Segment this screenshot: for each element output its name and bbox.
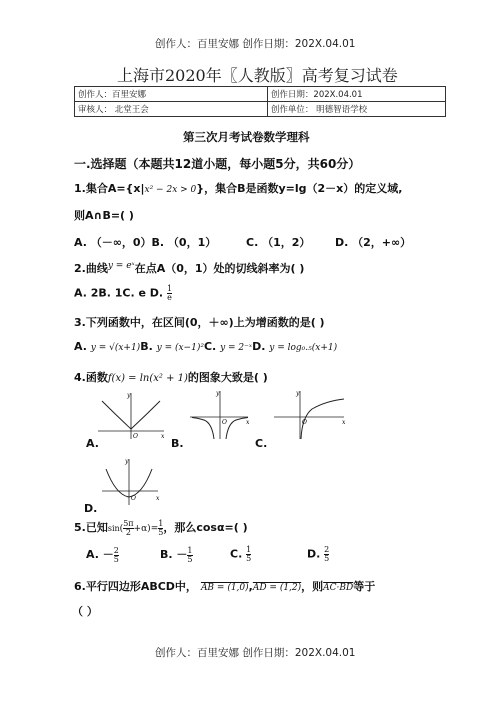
q4-a-x-label: x: [161, 433, 165, 440]
document-title: 上海市2020年〖人教版〗高考复习试卷: [117, 66, 398, 85]
q5-option-d: [307, 546, 329, 563]
q6-comma: ,: [248, 580, 253, 593]
question-1-line2: 则A∩B=( ): [74, 209, 134, 222]
exam-subtitle: 第三次月考试卷数学理科: [183, 130, 310, 144]
q5-d-den: 5: [324, 554, 330, 563]
q5-a-fraction: [114, 547, 119, 564]
q5-rhs-den: 5: [158, 527, 164, 537]
q5-option-b: [160, 546, 193, 564]
q3-a-expr: y = √(x+1): [90, 343, 141, 353]
organization-cell: 创作单位： 明德智语学校: [267, 102, 445, 117]
q4-a-y-label: y: [127, 392, 131, 399]
q5-prefix: 5.已知: [74, 521, 108, 534]
q5-sin: sin: [107, 524, 120, 533]
q5-c-den: 5: [246, 554, 252, 563]
q2-prefix: 2.曲线: [74, 262, 108, 275]
q1-option-ab: A. （－∞，0）B. （0，1）: [74, 236, 217, 249]
section-heading: 一.选择题（本题共12道小题，每小题5分，共60分）: [74, 157, 361, 171]
q5-d-num: 2: [324, 545, 330, 554]
q4-c-x-label: x: [342, 419, 346, 426]
q6-ad-vector: AD = (1,2): [252, 583, 302, 593]
q2-curve-expr: y = eˣ: [107, 261, 135, 271]
date-cell: 创作日期：202X.04.01: [267, 87, 445, 102]
q5-equals: =: [150, 524, 159, 534]
q6-prefix: 6.平行四边形ABCD中，: [74, 580, 197, 593]
q5-b-num: 1: [187, 545, 193, 555]
question-2: [74, 260, 304, 276]
q3-d-label: D.: [252, 340, 266, 353]
q4-c-origin-label: O: [302, 419, 307, 426]
question-6-line2: （ ）: [72, 605, 98, 618]
q4-b-x-label: x: [246, 419, 250, 426]
q4-d-x-label: x: [156, 495, 160, 502]
q3-d-expr: y = log₀.₅(x+1): [269, 343, 338, 353]
question-6: [74, 578, 375, 594]
q5-d-fraction: [324, 546, 329, 563]
q4-option-c-label: C.: [255, 437, 268, 450]
q4-graph-a: [96, 389, 168, 441]
q4-graph-c: [272, 387, 348, 441]
creator-cell: 创作人：百里安娜: [75, 87, 268, 102]
q5-c-num: 1: [246, 545, 252, 554]
q5-b-label: B.: [160, 548, 173, 561]
q2-suffix: 在点A（0，1）处的切线斜率为( ): [134, 262, 305, 275]
q5-angle-num: 5π: [123, 518, 134, 528]
q3-a-label: A.: [74, 340, 87, 353]
page-footer: 创作人：百里安娜 创作日期：202X.04.01: [155, 647, 356, 659]
q2-options-text: A. 2B. 1C. e D.: [74, 286, 164, 300]
q4-d-origin-label: O: [131, 495, 136, 502]
q5-a-den: 5: [113, 554, 119, 564]
question-3: 3.下列函数中，在区间(0，＋∞)上为增函数的是( ): [74, 316, 325, 329]
q5-angle-fraction: [123, 520, 133, 537]
q4-graph-b: [188, 387, 252, 441]
q4-c-curve: [301, 399, 344, 439]
q5-c-label: C.: [230, 547, 243, 561]
q4-b-y-label: y: [216, 390, 220, 397]
q1-suffix: }，集合B是函数y=lg（2－x）的定义域,: [196, 182, 403, 195]
q2-d-numerator: 1: [166, 284, 173, 293]
q4-func-expr: f(x) = ln(x² + 1): [107, 373, 188, 384]
q4-option-a-label: A.: [86, 437, 99, 450]
q2-d-denominator: e: [167, 293, 172, 302]
q3-b-expr: y = (x−1)²: [156, 343, 204, 353]
q1-set-expr: x² − 2x > 0: [144, 185, 197, 195]
reviewer-cell: 审核人： 北堂王会: [75, 102, 268, 117]
q5-option-a: [86, 546, 119, 564]
q4-b-curve-right: [226, 418, 248, 440]
q4-d-y-label: y: [125, 458, 129, 465]
q4-a-origin-label: O: [133, 433, 138, 440]
q5-plus-alpha: +α: [133, 524, 148, 534]
q5-suffix: ，那么cosα=( ): [163, 521, 248, 534]
q4-b-origin-label: O: [222, 419, 227, 426]
q4-suffix: 的图象大致是( ): [187, 371, 268, 384]
q5-d-label: D.: [307, 547, 321, 561]
q4-graph-d: [100, 455, 162, 507]
q5-b-fraction: [187, 547, 192, 564]
question-1: [74, 180, 402, 196]
q4-option-b-label: B.: [171, 437, 184, 450]
q3-c-label: C.: [203, 340, 217, 353]
q4-prefix: 4.函数: [74, 371, 108, 384]
q5-rhs-num: 1: [158, 518, 164, 528]
q6-dot-product: AC·BD: [323, 583, 354, 593]
q2-option-d-fraction: [167, 285, 172, 302]
page-header: 创作人：百里安娜 创作日期：202X.04.01: [155, 38, 356, 50]
q1-prefix: 1.集合A={x|: [74, 182, 145, 195]
q3-options: [74, 340, 337, 353]
q4-option-d-label: D.: [84, 502, 98, 515]
q5-open-paren: (: [119, 524, 124, 534]
q3-b-label: B.: [140, 340, 153, 353]
q1-option-d: D. （2，+∞）: [335, 236, 412, 249]
q5-a-num: 2: [113, 545, 119, 555]
q5-b-sign: －: [176, 548, 188, 561]
q5-a-sign: －: [102, 548, 114, 561]
q5-option-c: [230, 546, 251, 563]
q1-option-c: C. （1，2）: [246, 236, 311, 249]
q5-b-den: 5: [187, 554, 193, 564]
question-5: [74, 519, 248, 537]
q5-c-fraction: [246, 546, 251, 563]
q3-c-expr: y = 2⁻ˣ: [220, 343, 253, 353]
q5-a-label: A.: [86, 548, 99, 561]
q5-close-paren: ): [147, 524, 151, 534]
author-info-table: [74, 86, 446, 117]
q6-then: ，则: [301, 580, 324, 593]
q4-c-y-label: y: [296, 390, 300, 397]
q6-suffix: 等于: [353, 580, 376, 593]
q2-options: [74, 285, 172, 302]
question-4: [74, 369, 268, 385]
q4-b-curve-left: [192, 418, 214, 440]
q5-angle-den: 2: [123, 528, 133, 537]
q6-ab-vector: AB = (1,0): [200, 583, 249, 593]
